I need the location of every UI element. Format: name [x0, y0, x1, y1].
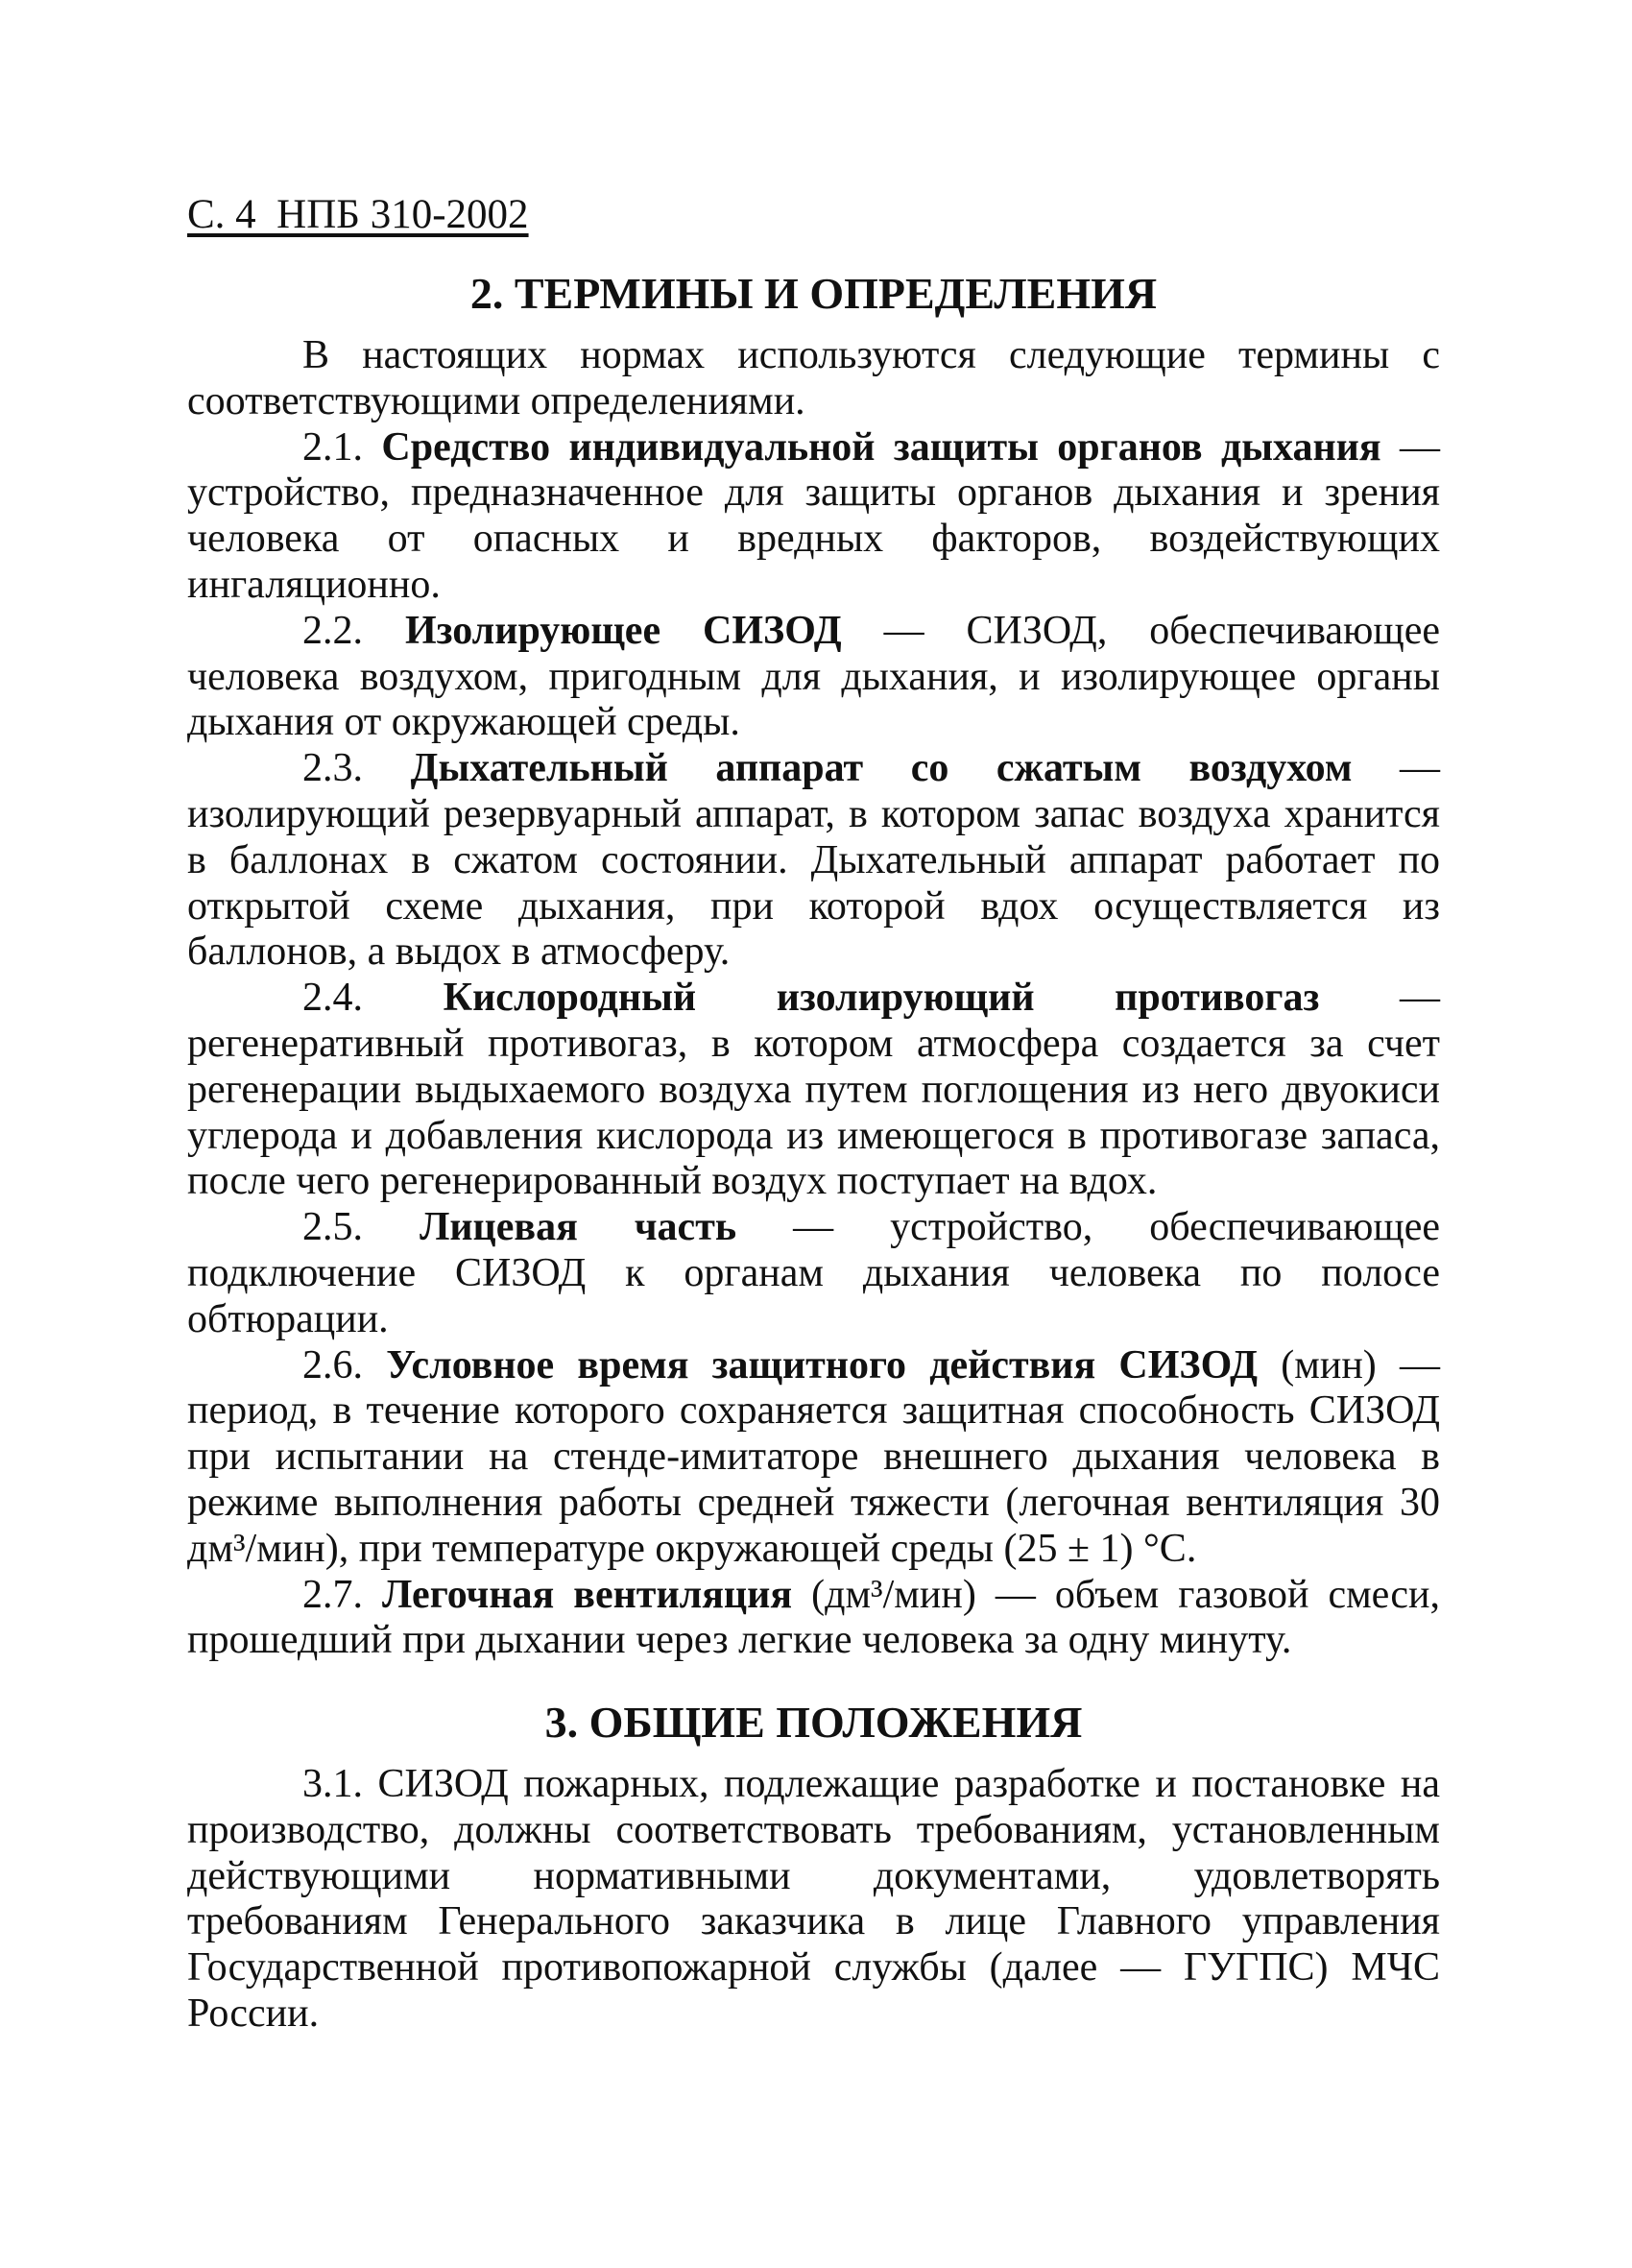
definition-2-5 — [187, 1205, 1440, 1342]
definition-2-1 — [187, 425, 1440, 609]
definition-text: — изолирующий резервуарный аппарат, в котором запас воздуха хранится в баллонах в сжатом состоянии. Дыхательный аппарат работает по открытой схеме дыхания, при которой вдох осуществляется из баллонов, а выдох в атмосферу. — [187, 746, 1441, 975]
definition-text: — устройство, обеспечивающее подключение СИЗОД к органам дыхания человека по полосе обтюрации. — [187, 1205, 1440, 1341]
term: Лицевая часть — [420, 1205, 737, 1250]
clause-text: СИЗОД пожарных, подлежащие разработке и постановке на производство, должны соответствовать требованиям, установленным действующими нормативными документами, удовлетворять требованиям Генерального заказчика в лице Главного управления Государственной противопожарной службы (далее — ГУГПС) МЧС России. — [187, 1762, 1440, 2036]
term: Изолирующее СИЗОД — [404, 608, 842, 653]
definition-2-7 — [187, 1573, 1440, 1665]
item-number: 3.1. — [302, 1762, 363, 1806]
section-3-body — [187, 1762, 1440, 2038]
definition-2-2 — [187, 609, 1440, 746]
definition-2-3 — [187, 746, 1440, 976]
term: Дыхательный аппарат со сжатым воздухом — [410, 746, 1353, 791]
section-2-intro: В настоящих нормах используются следующие термины с соответствующими определениями. — [187, 333, 1440, 423]
section-2-title: 2. ТЕРМИНЫ И ОПРЕДЕЛЕНИЯ — [469, 269, 1158, 318]
running-head: С. 4 НПБ 310-2002 — [187, 192, 529, 237]
definition-text: (мин) — период, в течение которого сохраняется защитная способность СИЗОД при испытании на стенде-имитаторе внешнего дыхания человека в режиме выполнения работы средней тяжести (легочная вентиляция 30 дм³/мин), при температуре окружающей среды (25 ± 1) °С. — [187, 1342, 1440, 1571]
clause-3-1 — [187, 1762, 1440, 2038]
item-number: 2.2. — [302, 608, 363, 653]
definition-2-6 — [187, 1343, 1440, 1573]
item-number: 2.6. — [302, 1342, 363, 1387]
definition-text: — регенеративный противогаз, в котором атмосфера создается за счет регенерации выдыхаемого воздуха путем поглощения из него двуокиси углерода и добавления кислорода из имеющегося в противогазе запаса, после чего регенерированный воздух поступает на вдох. — [187, 976, 1441, 1204]
definition-text: (дм³/мин) — объем газовой смеси, прошедший при дыхании через легкие человека за одну минуту. — [187, 1572, 1440, 1663]
item-number: 2.3. — [302, 746, 363, 791]
item-number: 2.7. — [302, 1572, 363, 1617]
item-number: 2.5. — [302, 1205, 363, 1250]
term: Кислородный изолирующий противогаз — [443, 976, 1320, 1021]
section-2-body — [187, 333, 1440, 1664]
term: Средство индивидуальной защиты органов дыхания — [381, 424, 1381, 470]
item-number: 2.4. — [302, 976, 363, 1021]
definition-text: — устройство, предназначенное для защиты органов дыхания и зрения человека от опасных и вредных факторов, воздействующих ингаляционно. — [187, 424, 1440, 607]
definition-2-4 — [187, 976, 1440, 1205]
definition-text: — СИЗОД, обеспечивающее человека воздухом, пригодным для дыхания, и изолирующее органы дыхания от окружающей среды. — [187, 608, 1440, 745]
item-number: 2.1. — [302, 424, 363, 470]
section-3-title: 3. ОБЩИЕ ПОЛОЖЕНИЯ — [544, 1698, 1083, 1747]
term: Легочная вентиляция — [382, 1572, 793, 1617]
term: Условное время защитного действия СИЗОД — [386, 1342, 1259, 1387]
